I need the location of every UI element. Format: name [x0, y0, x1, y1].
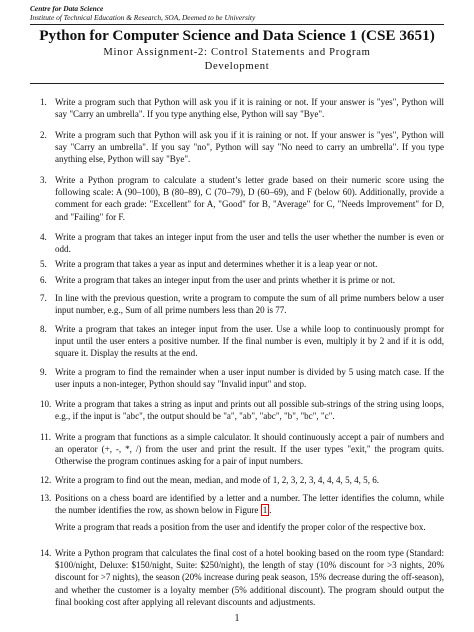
subtitle-line-2: Development [204, 61, 270, 72]
question-number: 3. [40, 175, 47, 185]
question-number: 14. [40, 548, 52, 558]
question-number: 5. [40, 259, 47, 269]
question-7 [40, 292, 444, 316]
question-8 [40, 323, 444, 360]
question-text: Write a program that takes an integer input from the user and prints whether it is prime or not. [55, 275, 396, 285]
question-text-main: Positions on a chess board are identified by a letter and a number. The letter identifies the column, while the number identifies the row, as shown below in Figure [55, 493, 444, 516]
question-text: Write a program that takes a string as input and prints out all possible sub-strings of the string using loops, e.g., if the input is "abc", the output should be "a", "ab", "abc", "b", "bc", "c". [55, 399, 444, 422]
question-text: Write a program that takes a year as input and determines whether it is a leap year or not. [55, 259, 378, 269]
figure-reference-link[interactable]: 1 [262, 505, 268, 516]
question-text: Write a program such that Python will ask you if it is raining or not. If your answer is "yes", Python will say "Carry an umbrella". If you say "no", Python will say "No need to carry an umbrella". If you type anything else, Python will say "Bye". [55, 130, 444, 165]
question-10 [40, 398, 444, 422]
header-institute: Institute of Technical Education & Research, SOA, Deemed to be University [30, 13, 256, 23]
question-text-end: . [269, 505, 272, 516]
question-text: Write a program such that Python will ask you if it is raining or not. If your answer is "yes", Python will say "Carry an umbrella". If you type anything else, Python will say "Bye". [55, 97, 444, 120]
title-rule [30, 83, 444, 84]
question-text: Write a program to find out the mean, median, and mode of 1, 2, 3, 2, 3, 4, 4, 4, 5, 4, 5, 6. [55, 475, 380, 485]
question-text: Write a program that takes an integer input from the user and tells the user whether the number is even or odd. [55, 232, 444, 255]
question-11 [40, 431, 444, 468]
question-text: Write a program to find the remainder when a user input number is divided by 5 using match case. If the user inputs a non-integer, Python should say "Invalid input" and stop. [55, 367, 444, 390]
question-number: 7. [40, 293, 47, 303]
question-number: 6. [40, 275, 47, 285]
question-text: Write a program that takes an integer input from the user. Use a while loop to continuously prompt for input until the user enters a positive number. If the final number is even, multiply it by 2 and if it is odd, square it. Display the results at the end. [55, 324, 444, 359]
header-org: Centre for Data Science [30, 4, 104, 13]
question-text [55, 492, 444, 516]
subtitle-line-1: Minor Assignment-2: Control Statements and Program [103, 47, 371, 58]
page-number: 1 [234, 613, 240, 624]
header-rule [30, 24, 444, 25]
question-2 [40, 129, 444, 166]
question-number: 12. [40, 475, 52, 485]
running-header [30, 4, 255, 22]
question-9 [40, 366, 444, 390]
question-number: 9. [40, 367, 47, 377]
question-12 [40, 474, 444, 486]
question-number: 4. [40, 232, 47, 242]
question-text: In line with the previous question, write a program to compute the sum of all prime numbers below a user input number, e.g., Sum of all prime numbers less than 20 is 77. [55, 293, 444, 316]
question-number: 1. [40, 97, 47, 107]
question-text-continued: Write a program that reads a position from the user and identify the proper color of the respective box. [55, 522, 426, 533]
question-number: 8. [40, 324, 47, 334]
question-14 [40, 547, 444, 608]
question-number: 2. [40, 130, 47, 140]
question-text: Write a Python program to calculate a student’s letter grade based on their numeric score using the following scale: A (90–100), B (80–89), C (70–79), D (60–69), and F (below 60). Additionally, provide a comment for each grade: "Excellent" for A, "Good" for B, "Average" for C, "Needs Improvement" for D, and "Failing" for F. [55, 175, 444, 222]
question-1 [40, 96, 444, 120]
question-5 [40, 258, 444, 270]
question-text: Write a program that functions as a simple calculator. It should continuously accept a pair of numbers and an operator (+, -, *, /) from the user and print the result. If the user types "exit," the program quits. Otherwise the program continues asking for a pair of input numbers. [55, 432, 444, 467]
question-4 [40, 231, 444, 255]
question-number: 13. [40, 493, 52, 503]
assignment-subtitle [30, 46, 444, 74]
question-6 [40, 274, 444, 286]
question-3 [40, 174, 444, 223]
question-13 [40, 492, 444, 534]
question-number: 10. [40, 399, 52, 409]
page-title: Python for Computer Science and Data Science 1 (CSE 3651) [39, 27, 435, 44]
question-number: 11. [40, 432, 51, 442]
question-text: Write a Python program that calculates the final cost of a hotel booking based on the room type (Standard: $100/night, Deluxe: $150/night, Suite: $250/night), the length of stay (10% discount for >3 nights, 20% discount for >7 nights), the season (20% increase during peak season, 15% decrease during the off-season), and whether the customer is a loyalty member (5% additional discount). The program should output the final booking cost after applying all relevant discounts and adjustments. [55, 548, 444, 607]
